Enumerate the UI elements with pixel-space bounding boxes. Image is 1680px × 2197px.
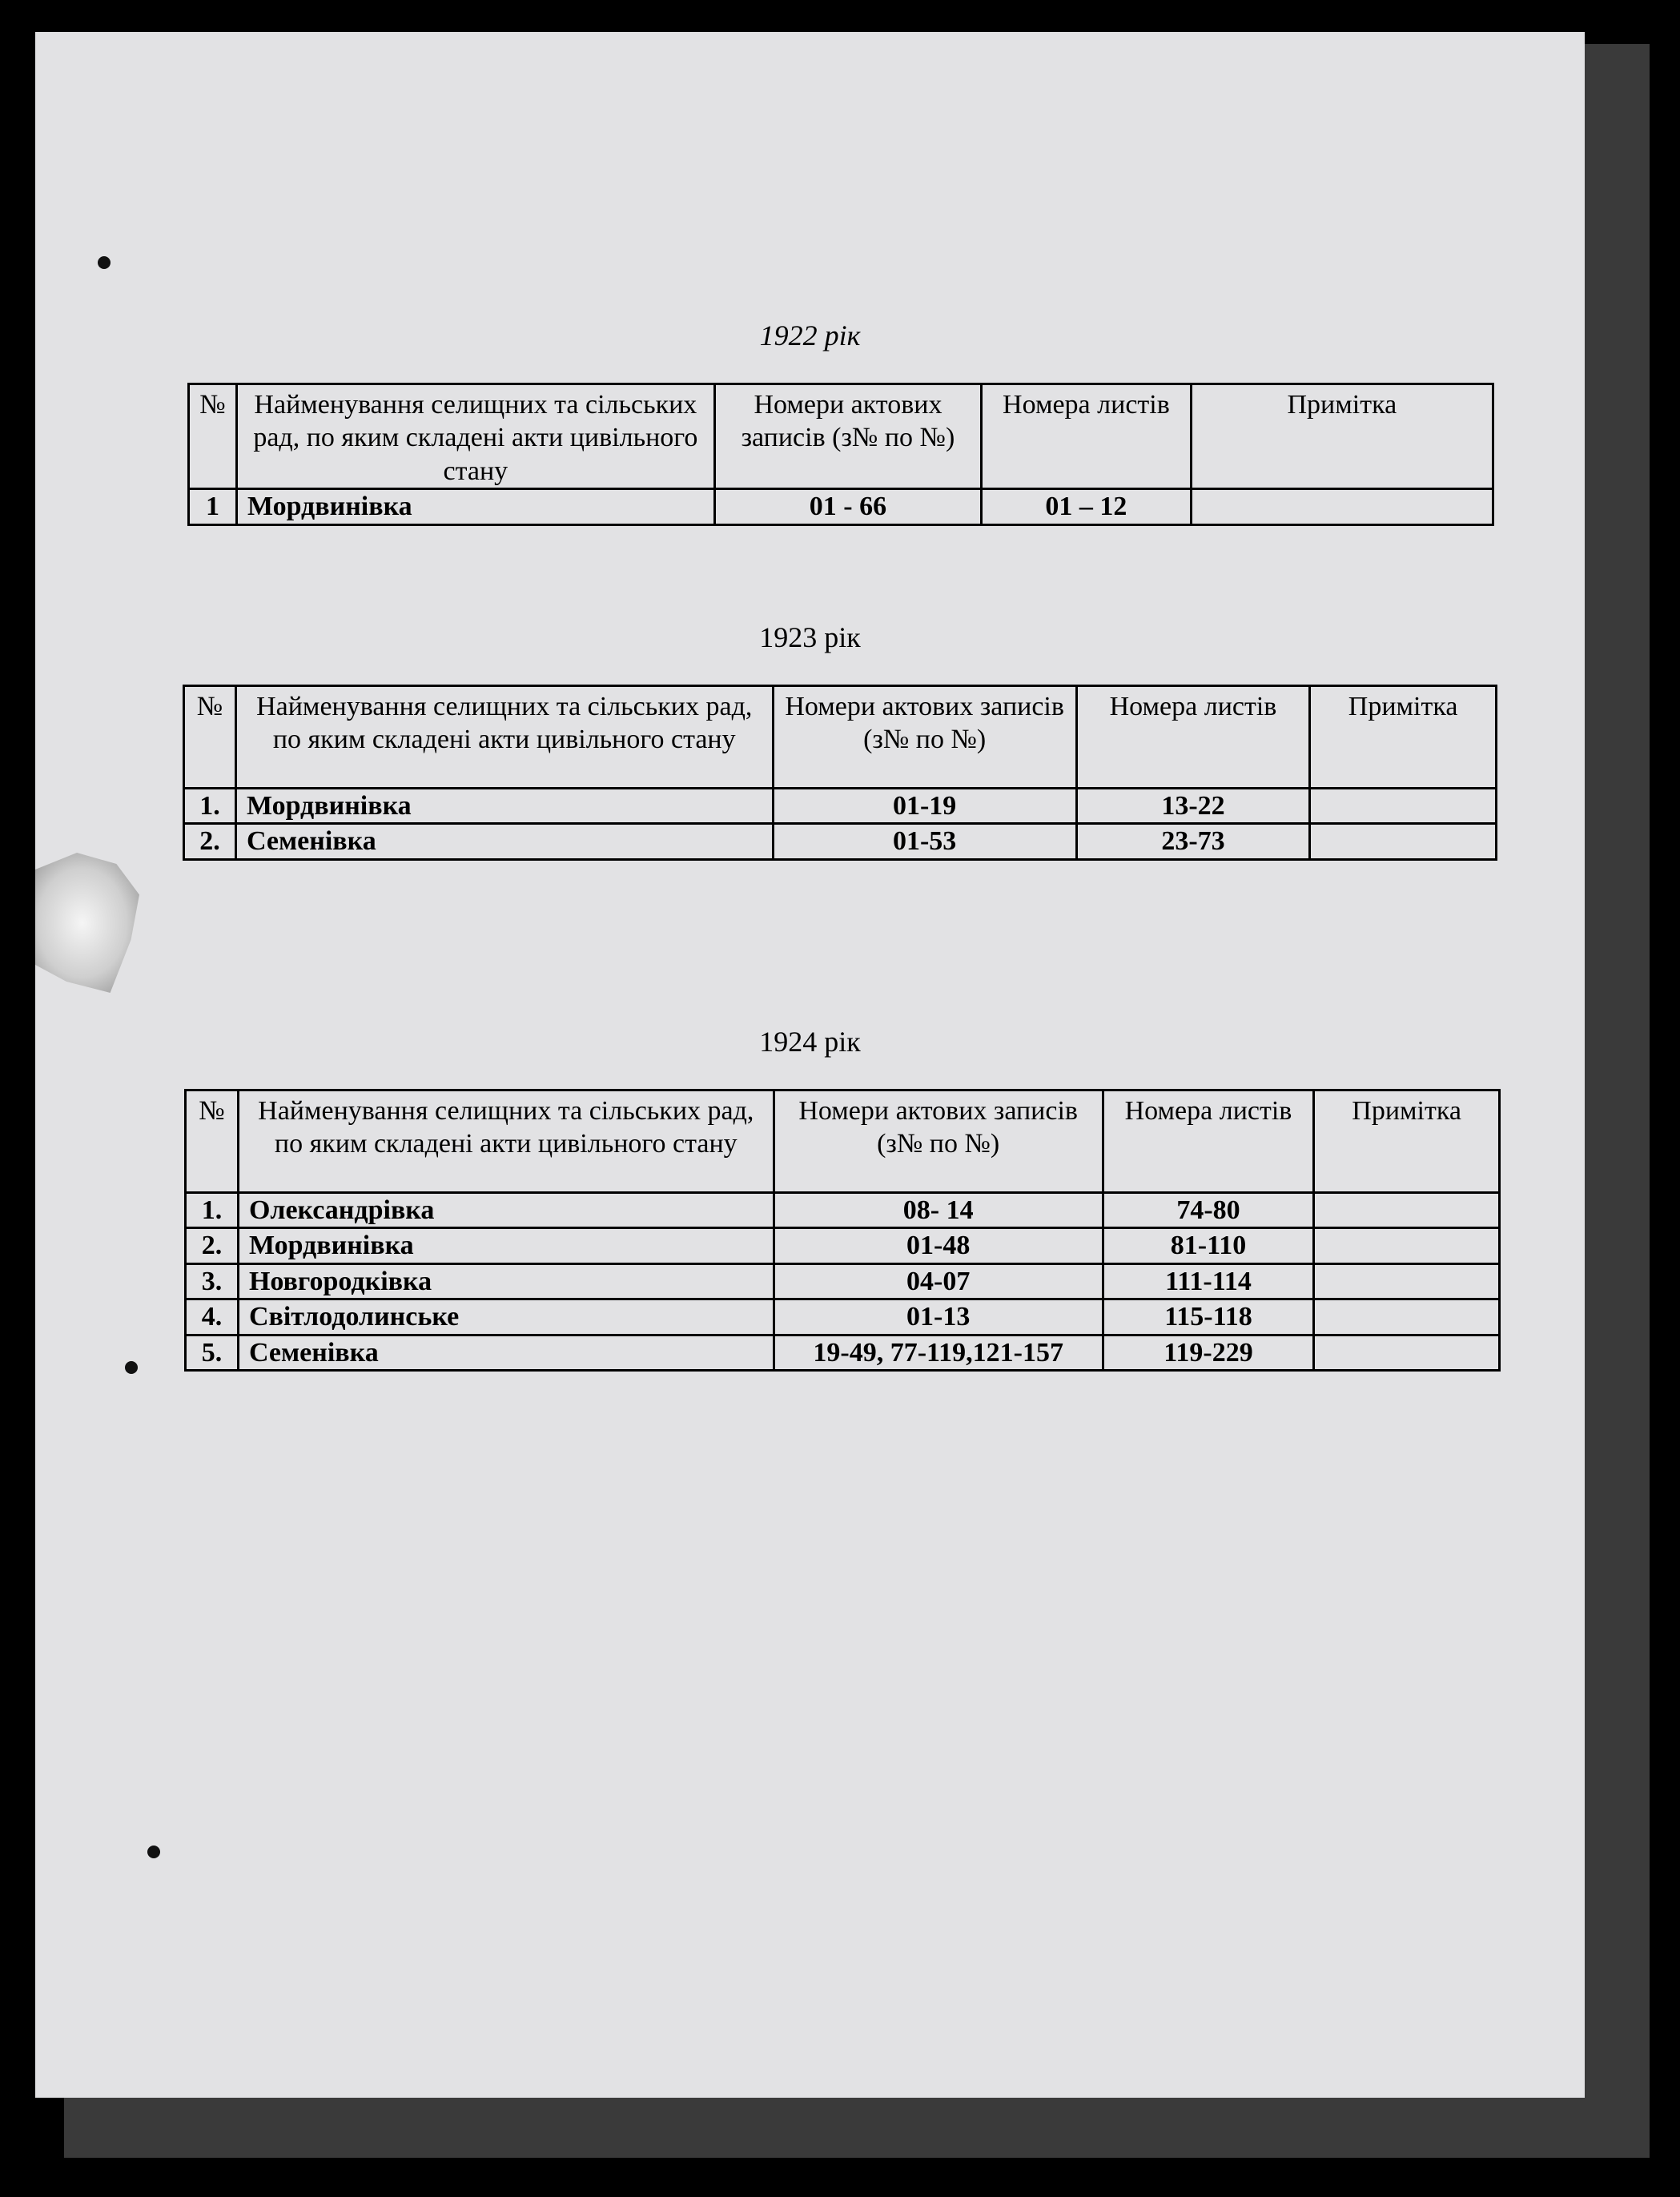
punch-hole (98, 256, 111, 269)
row-sheet-numbers: 01 – 12 (982, 489, 1192, 524)
row-sheet-numbers: 23-73 (1076, 824, 1309, 859)
header-council-name: Найменування селищних та сільських рад, по яким складені акти цивільного стану (238, 1090, 774, 1193)
table-row (184, 789, 1497, 824)
header-sheet-numbers: Номера листів (1076, 686, 1309, 789)
row-sheet-numbers: 81-110 (1103, 1228, 1314, 1263)
row-note (1310, 789, 1497, 824)
header-note: Примітка (1191, 384, 1493, 489)
header-sheet-numbers: Номера листів (982, 384, 1192, 489)
table-header-row (189, 384, 1493, 489)
records-table-1924 (184, 1089, 1501, 1372)
row-council-name: Семенівка (235, 824, 773, 859)
table-row (189, 489, 1493, 524)
row-council-name: Новгородківка (238, 1263, 774, 1299)
header-number: № (189, 384, 237, 489)
row-number: 2. (184, 824, 236, 859)
row-note (1191, 489, 1493, 524)
header-number: № (184, 686, 236, 789)
section-title-1924: 1924 рік (759, 1026, 861, 1058)
row-number: 4. (186, 1299, 239, 1335)
records-table-1922 (187, 383, 1494, 526)
table-row (186, 1263, 1500, 1299)
row-note (1314, 1193, 1500, 1228)
row-note (1310, 824, 1497, 859)
row-record-numbers: 04-07 (774, 1263, 1103, 1299)
row-council-name: Мордвинівка (238, 1228, 774, 1263)
row-sheet-numbers: 111-114 (1103, 1263, 1314, 1299)
row-number: 5. (186, 1335, 239, 1370)
header-council-name: Найменування селищних та сільських рад, по яким складені акти цивільного стану (235, 686, 773, 789)
header-note: Примітка (1314, 1090, 1500, 1193)
table-row (186, 1228, 1500, 1263)
row-note (1314, 1335, 1500, 1370)
header-sheet-numbers: Номера листів (1103, 1090, 1314, 1193)
row-number: 3. (186, 1263, 239, 1299)
table-row (186, 1335, 1500, 1370)
row-record-numbers: 01-48 (774, 1228, 1103, 1263)
row-council-name: Мордвинівка (235, 789, 773, 824)
row-number: 1. (184, 789, 236, 824)
row-record-numbers: 19-49, 77-119,121-157 (774, 1335, 1103, 1370)
row-number: 1 (189, 489, 237, 524)
header-record-numbers: Номери актових записів (з№ по №) (714, 384, 981, 489)
row-council-name: Світлодолинське (238, 1299, 774, 1335)
row-record-numbers: 01-19 (773, 789, 1076, 824)
row-council-name: Олександрівка (238, 1193, 774, 1228)
row-record-numbers: 01-53 (773, 824, 1076, 859)
header-record-numbers: Номери актових записів (з№ по №) (774, 1090, 1103, 1193)
header-note: Примітка (1310, 686, 1497, 789)
table-row (186, 1299, 1500, 1335)
document-page (35, 32, 1585, 2098)
row-sheet-numbers: 13-22 (1076, 789, 1309, 824)
row-note (1314, 1228, 1500, 1263)
punch-hole (147, 1846, 160, 1858)
row-note (1314, 1299, 1500, 1335)
torn-paper-patch (35, 853, 139, 993)
row-record-numbers: 01 - 66 (714, 489, 981, 524)
row-sheet-numbers: 119-229 (1103, 1335, 1314, 1370)
row-note (1314, 1263, 1500, 1299)
records-table-1923 (183, 685, 1497, 861)
row-record-numbers: 01-13 (774, 1299, 1103, 1335)
row-council-name: Семенівка (238, 1335, 774, 1370)
table-header-row (186, 1090, 1500, 1193)
row-number: 1. (186, 1193, 239, 1228)
table-row (184, 824, 1497, 859)
table-header-row (184, 686, 1497, 789)
row-sheet-numbers: 115-118 (1103, 1299, 1314, 1335)
punch-hole (125, 1361, 138, 1374)
table-row (186, 1193, 1500, 1228)
row-council-name: Мордвинівка (236, 489, 714, 524)
section-title-1923: 1923 рік (759, 621, 861, 653)
header-number: № (186, 1090, 239, 1193)
header-council-name: Найменування селищних та сільських рад, по яким складені акти цивільного стану (236, 384, 714, 489)
row-record-numbers: 08- 14 (774, 1193, 1103, 1228)
row-number: 2. (186, 1228, 239, 1263)
header-record-numbers: Номери актових записів (з№ по №) (773, 686, 1076, 789)
row-sheet-numbers: 74-80 (1103, 1193, 1314, 1228)
section-title-1922: 1922 рік (759, 319, 861, 351)
